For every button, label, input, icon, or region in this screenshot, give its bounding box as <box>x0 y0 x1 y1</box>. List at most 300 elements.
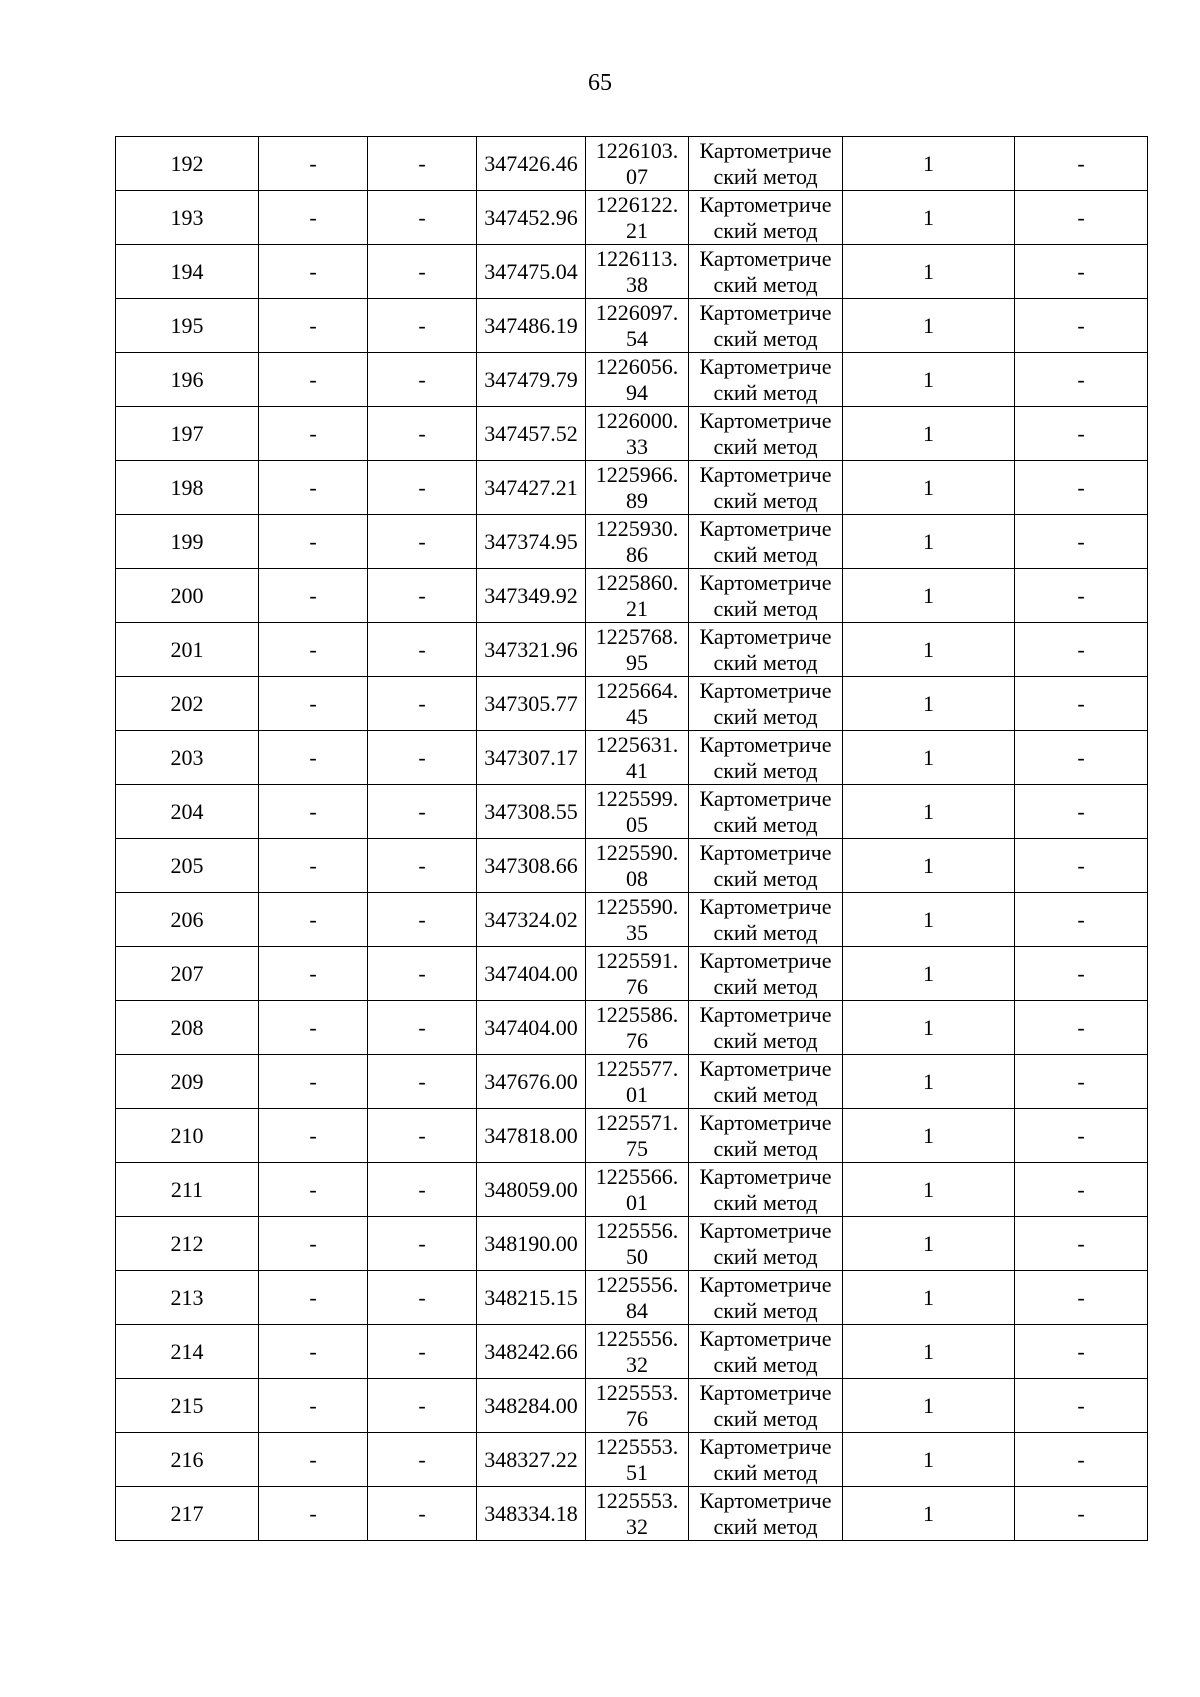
y-coordinate-cell-line-2: 01 <box>626 1189 648 1215</box>
point-number-cell: 207 <box>116 947 259 1001</box>
x-coordinate-cell: 347349.92 <box>477 569 586 623</box>
empty-cell: - <box>1015 893 1148 947</box>
y-coordinate-cell-line-2: 76 <box>626 1027 648 1053</box>
empty-cell: - <box>368 1109 477 1163</box>
y-coordinate-cell-line-1: 1225966. <box>595 461 679 487</box>
y-coordinate-cell <box>586 839 689 893</box>
y-coordinate-cell-line-1: 1225556. <box>595 1217 679 1243</box>
method-cell-line-2: ский метод <box>713 1135 818 1161</box>
method-cell-line-1: Картометриче <box>699 515 832 541</box>
accuracy-cell: 1 <box>843 569 1015 623</box>
table-row <box>116 1433 1148 1487</box>
empty-cell: - <box>368 947 477 1001</box>
x-coordinate-cell: 347486.19 <box>477 299 586 353</box>
x-coordinate-cell: 347374.95 <box>477 515 586 569</box>
point-number-cell: 192 <box>116 137 259 191</box>
empty-cell: - <box>1015 1109 1148 1163</box>
method-cell <box>689 1055 843 1109</box>
y-coordinate-cell <box>586 407 689 461</box>
y-coordinate-cell-line-2: 51 <box>626 1459 648 1485</box>
method-cell <box>689 1325 843 1379</box>
empty-cell: - <box>368 1325 477 1379</box>
empty-cell: - <box>368 137 477 191</box>
empty-cell: - <box>259 1379 368 1433</box>
method-cell <box>689 947 843 1001</box>
table-row <box>116 1379 1148 1433</box>
method-cell <box>689 1001 843 1055</box>
empty-cell: - <box>259 677 368 731</box>
method-cell-line-2: ский метод <box>713 1405 818 1431</box>
method-cell <box>689 1163 843 1217</box>
y-coordinate-cell <box>586 1217 689 1271</box>
table-row <box>116 1325 1148 1379</box>
empty-cell: - <box>368 515 477 569</box>
point-number-cell: 200 <box>116 569 259 623</box>
accuracy-cell: 1 <box>843 677 1015 731</box>
point-number-cell: 212 <box>116 1217 259 1271</box>
method-cell-line-1: Картометриче <box>699 353 832 379</box>
empty-cell: - <box>1015 407 1148 461</box>
empty-cell: - <box>1015 299 1148 353</box>
y-coordinate-cell-line-1: 1226000. <box>595 407 679 433</box>
accuracy-cell: 1 <box>843 353 1015 407</box>
accuracy-cell: 1 <box>843 515 1015 569</box>
y-coordinate-cell-line-2: 89 <box>626 487 648 513</box>
method-cell-line-2: ский метод <box>713 379 818 405</box>
x-coordinate-cell: 347457.52 <box>477 407 586 461</box>
empty-cell: - <box>1015 461 1148 515</box>
method-cell-line-2: ский метод <box>713 1297 818 1323</box>
method-cell <box>689 461 843 515</box>
table-row <box>116 947 1148 1001</box>
empty-cell: - <box>1015 1433 1148 1487</box>
method-cell-line-1: Картометриче <box>699 1055 832 1081</box>
y-coordinate-cell-line-1: 1225566. <box>595 1163 679 1189</box>
y-coordinate-cell-line-1: 1225590. <box>595 839 679 865</box>
accuracy-cell: 1 <box>843 299 1015 353</box>
point-number-cell: 193 <box>116 191 259 245</box>
method-cell-line-2: ский метод <box>713 973 818 999</box>
method-cell-line-2: ский метод <box>713 865 818 891</box>
y-coordinate-cell-line-2: 21 <box>626 595 648 621</box>
table-row <box>116 839 1148 893</box>
point-number-cell: 215 <box>116 1379 259 1433</box>
empty-cell: - <box>1015 785 1148 839</box>
accuracy-cell: 1 <box>843 461 1015 515</box>
empty-cell: - <box>259 1163 368 1217</box>
point-number-cell: 208 <box>116 1001 259 1055</box>
accuracy-cell: 1 <box>843 1433 1015 1487</box>
method-cell-line-2: ский метод <box>713 1459 818 1485</box>
accuracy-cell: 1 <box>843 1325 1015 1379</box>
table-row <box>116 1271 1148 1325</box>
empty-cell: - <box>1015 1325 1148 1379</box>
method-cell <box>689 353 843 407</box>
table-row <box>116 353 1148 407</box>
table-row <box>116 677 1148 731</box>
y-coordinate-cell-line-1: 1225553. <box>595 1433 679 1459</box>
point-number-cell: 216 <box>116 1433 259 1487</box>
y-coordinate-cell-line-1: 1225664. <box>595 677 679 703</box>
point-number-cell: 206 <box>116 893 259 947</box>
method-cell-line-2: ский метод <box>713 703 818 729</box>
method-cell-line-1: Картометриче <box>699 1433 832 1459</box>
x-coordinate-cell: 347676.00 <box>477 1055 586 1109</box>
method-cell-line-2: ский метод <box>713 1243 818 1269</box>
method-cell <box>689 1433 843 1487</box>
method-cell <box>689 785 843 839</box>
empty-cell: - <box>1015 947 1148 1001</box>
empty-cell: - <box>259 515 368 569</box>
method-cell-line-2: ский метод <box>713 1189 818 1215</box>
method-cell <box>689 407 843 461</box>
accuracy-cell: 1 <box>843 1379 1015 1433</box>
table-row <box>116 569 1148 623</box>
y-coordinate-cell <box>586 245 689 299</box>
method-cell-line-1: Картометриче <box>699 137 832 163</box>
table-row <box>116 1487 1148 1541</box>
y-coordinate-cell-line-1: 1225860. <box>595 569 679 595</box>
empty-cell: - <box>368 1271 477 1325</box>
empty-cell: - <box>1015 353 1148 407</box>
y-coordinate-cell-line-1: 1225631. <box>595 731 679 757</box>
y-coordinate-cell <box>586 1433 689 1487</box>
y-coordinate-cell-line-2: 50 <box>626 1243 648 1269</box>
point-number-cell: 199 <box>116 515 259 569</box>
empty-cell: - <box>368 893 477 947</box>
accuracy-cell: 1 <box>843 623 1015 677</box>
y-coordinate-cell-line-1: 1225556. <box>595 1271 679 1297</box>
method-cell <box>689 299 843 353</box>
method-cell <box>689 515 843 569</box>
x-coordinate-cell: 347308.55 <box>477 785 586 839</box>
method-cell-line-2: ский метод <box>713 1027 818 1053</box>
table-row <box>116 137 1148 191</box>
y-coordinate-cell <box>586 461 689 515</box>
empty-cell: - <box>1015 1271 1148 1325</box>
table-row <box>116 623 1148 677</box>
y-coordinate-cell <box>586 677 689 731</box>
x-coordinate-cell: 347426.46 <box>477 137 586 191</box>
method-cell <box>689 893 843 947</box>
method-cell-line-2: ский метод <box>713 541 818 567</box>
y-coordinate-cell <box>586 893 689 947</box>
table-row <box>116 461 1148 515</box>
method-cell-line-1: Картометриче <box>699 1217 832 1243</box>
point-number-cell: 201 <box>116 623 259 677</box>
x-coordinate-cell: 347818.00 <box>477 1109 586 1163</box>
empty-cell: - <box>259 1109 368 1163</box>
method-cell-line-2: ский метод <box>713 1513 818 1539</box>
point-number-cell: 213 <box>116 1271 259 1325</box>
empty-cell: - <box>1015 245 1148 299</box>
point-number-cell: 204 <box>116 785 259 839</box>
x-coordinate-cell: 347324.02 <box>477 893 586 947</box>
method-cell-line-2: ский метод <box>713 487 818 513</box>
table-row <box>116 1001 1148 1055</box>
accuracy-cell: 1 <box>843 1163 1015 1217</box>
accuracy-cell: 1 <box>843 1271 1015 1325</box>
method-cell-line-2: ский метод <box>713 217 818 243</box>
empty-cell: - <box>259 407 368 461</box>
empty-cell: - <box>1015 1001 1148 1055</box>
table-row <box>116 1109 1148 1163</box>
method-cell-line-1: Картометриче <box>699 569 832 595</box>
y-coordinate-cell-line-1: 1225586. <box>595 1001 679 1027</box>
point-number-cell: 195 <box>116 299 259 353</box>
method-cell <box>689 245 843 299</box>
accuracy-cell: 1 <box>843 785 1015 839</box>
y-coordinate-cell-line-1: 1225930. <box>595 515 679 541</box>
empty-cell: - <box>1015 137 1148 191</box>
x-coordinate-cell: 347404.00 <box>477 947 586 1001</box>
y-coordinate-cell-line-1: 1225553. <box>595 1379 679 1405</box>
coordinates-table <box>115 136 1148 1541</box>
x-coordinate-cell: 348242.66 <box>477 1325 586 1379</box>
empty-cell: - <box>259 461 368 515</box>
point-number-cell: 197 <box>116 407 259 461</box>
y-coordinate-cell <box>586 1487 689 1541</box>
y-coordinate-cell-line-2: 21 <box>626 217 648 243</box>
x-coordinate-cell: 347321.96 <box>477 623 586 677</box>
table-row <box>116 1055 1148 1109</box>
empty-cell: - <box>259 1433 368 1487</box>
accuracy-cell: 1 <box>843 407 1015 461</box>
y-coordinate-cell <box>586 1055 689 1109</box>
y-coordinate-cell-line-2: 01 <box>626 1081 648 1107</box>
table-row <box>116 407 1148 461</box>
y-coordinate-cell <box>586 623 689 677</box>
empty-cell: - <box>368 191 477 245</box>
point-number-cell: 211 <box>116 1163 259 1217</box>
y-coordinate-cell <box>586 1109 689 1163</box>
y-coordinate-cell <box>586 1001 689 1055</box>
point-number-cell: 205 <box>116 839 259 893</box>
method-cell <box>689 839 843 893</box>
table-row <box>116 515 1148 569</box>
point-number-cell: 194 <box>116 245 259 299</box>
y-coordinate-cell-line-2: 86 <box>626 541 648 567</box>
x-coordinate-cell: 348215.15 <box>477 1271 586 1325</box>
empty-cell: - <box>259 353 368 407</box>
accuracy-cell: 1 <box>843 1487 1015 1541</box>
empty-cell: - <box>368 407 477 461</box>
method-cell <box>689 677 843 731</box>
empty-cell: - <box>368 623 477 677</box>
page-number: 65 <box>588 70 612 96</box>
y-coordinate-cell <box>586 569 689 623</box>
accuracy-cell: 1 <box>843 1109 1015 1163</box>
y-coordinate-cell-line-2: 54 <box>626 325 648 351</box>
point-number-cell: 196 <box>116 353 259 407</box>
method-cell-line-1: Картометриче <box>699 407 832 433</box>
table-row <box>116 785 1148 839</box>
table-row <box>116 731 1148 785</box>
empty-cell: - <box>1015 1163 1148 1217</box>
x-coordinate-cell: 347475.04 <box>477 245 586 299</box>
empty-cell: - <box>1015 623 1148 677</box>
y-coordinate-cell <box>586 785 689 839</box>
method-cell <box>689 1379 843 1433</box>
y-coordinate-cell <box>586 191 689 245</box>
method-cell-line-2: ский метод <box>713 919 818 945</box>
y-coordinate-cell-line-1: 1226113. <box>596 245 678 271</box>
accuracy-cell: 1 <box>843 731 1015 785</box>
empty-cell: - <box>368 1487 477 1541</box>
point-number-cell: 198 <box>116 461 259 515</box>
y-coordinate-cell-line-1: 1226056. <box>595 353 679 379</box>
y-coordinate-cell-line-2: 38 <box>626 271 648 297</box>
table-row <box>116 1163 1148 1217</box>
accuracy-cell: 1 <box>843 1217 1015 1271</box>
y-coordinate-cell <box>586 1325 689 1379</box>
empty-cell: - <box>1015 515 1148 569</box>
y-coordinate-cell <box>586 353 689 407</box>
y-coordinate-cell <box>586 1379 689 1433</box>
empty-cell: - <box>368 461 477 515</box>
empty-cell: - <box>1015 839 1148 893</box>
method-cell-line-2: ский метод <box>713 1351 818 1377</box>
table-row <box>116 1217 1148 1271</box>
method-cell-line-1: Картометриче <box>699 1163 832 1189</box>
empty-cell: - <box>259 839 368 893</box>
x-coordinate-cell: 347307.17 <box>477 731 586 785</box>
x-coordinate-cell: 347308.66 <box>477 839 586 893</box>
empty-cell: - <box>368 1379 477 1433</box>
empty-cell: - <box>368 1433 477 1487</box>
y-coordinate-cell <box>586 1163 689 1217</box>
empty-cell: - <box>259 137 368 191</box>
accuracy-cell: 1 <box>843 1055 1015 1109</box>
y-coordinate-cell <box>586 947 689 1001</box>
method-cell-line-2: ский метод <box>713 163 818 189</box>
empty-cell: - <box>259 623 368 677</box>
empty-cell: - <box>1015 731 1148 785</box>
y-coordinate-cell-line-1: 1225591. <box>595 947 679 973</box>
empty-cell: - <box>368 245 477 299</box>
y-coordinate-cell <box>586 299 689 353</box>
method-cell-line-2: ский метод <box>713 1081 818 1107</box>
empty-cell: - <box>368 569 477 623</box>
empty-cell: - <box>259 569 368 623</box>
empty-cell: - <box>1015 1055 1148 1109</box>
empty-cell: - <box>259 1055 368 1109</box>
empty-cell: - <box>259 245 368 299</box>
y-coordinate-cell-line-2: 07 <box>626 163 648 189</box>
y-coordinate-cell-line-2: 76 <box>626 1405 648 1431</box>
x-coordinate-cell: 348334.18 <box>477 1487 586 1541</box>
empty-cell: - <box>259 893 368 947</box>
x-coordinate-cell: 347404.00 <box>477 1001 586 1055</box>
empty-cell: - <box>368 785 477 839</box>
empty-cell: - <box>368 1163 477 1217</box>
empty-cell: - <box>1015 569 1148 623</box>
y-coordinate-cell-line-2: 05 <box>626 811 648 837</box>
y-coordinate-cell-line-2: 41 <box>626 757 648 783</box>
point-number-cell: 214 <box>116 1325 259 1379</box>
x-coordinate-cell: 347479.79 <box>477 353 586 407</box>
x-coordinate-cell: 348059.00 <box>477 1163 586 1217</box>
empty-cell: - <box>259 947 368 1001</box>
method-cell-line-2: ский метод <box>713 433 818 459</box>
method-cell <box>689 137 843 191</box>
point-number-cell: 217 <box>116 1487 259 1541</box>
table-row <box>116 299 1148 353</box>
y-coordinate-cell-line-1: 1225571. <box>595 1109 679 1135</box>
method-cell-line-1: Картометриче <box>699 245 832 271</box>
method-cell-line-1: Картометриче <box>699 1325 832 1351</box>
accuracy-cell: 1 <box>843 839 1015 893</box>
table-body <box>116 137 1148 1541</box>
y-coordinate-cell <box>586 1271 689 1325</box>
empty-cell: - <box>1015 191 1148 245</box>
method-cell-line-1: Картометриче <box>699 1271 832 1297</box>
method-cell-line-1: Картометриче <box>699 839 832 865</box>
y-coordinate-cell <box>586 731 689 785</box>
y-coordinate-cell-line-2: 33 <box>626 433 648 459</box>
accuracy-cell: 1 <box>843 245 1015 299</box>
method-cell-line-1: Картометриче <box>699 1001 832 1027</box>
empty-cell: - <box>368 1055 477 1109</box>
table-row <box>116 191 1148 245</box>
empty-cell: - <box>368 1001 477 1055</box>
empty-cell: - <box>368 299 477 353</box>
table-row <box>116 245 1148 299</box>
method-cell-line-1: Картометриче <box>699 191 832 217</box>
y-coordinate-cell-line-2: 95 <box>626 649 648 675</box>
accuracy-cell: 1 <box>843 893 1015 947</box>
method-cell-line-2: ский метод <box>713 271 818 297</box>
method-cell-line-1: Картометриче <box>699 677 832 703</box>
x-coordinate-cell: 347305.77 <box>477 677 586 731</box>
method-cell-line-2: ский метод <box>713 811 818 837</box>
method-cell-line-1: Картометриче <box>699 731 832 757</box>
empty-cell: - <box>259 1325 368 1379</box>
empty-cell: - <box>368 353 477 407</box>
y-coordinate-cell-line-2: 08 <box>626 865 648 891</box>
method-cell-line-1: Картометриче <box>699 947 832 973</box>
method-cell <box>689 731 843 785</box>
method-cell-line-1: Картометриче <box>699 1379 832 1405</box>
y-coordinate-cell-line-1: 1225577. <box>595 1055 679 1081</box>
empty-cell: - <box>368 1217 477 1271</box>
empty-cell: - <box>1015 1379 1148 1433</box>
empty-cell: - <box>259 299 368 353</box>
empty-cell: - <box>368 839 477 893</box>
method-cell-line-1: Картометриче <box>699 623 832 649</box>
empty-cell: - <box>259 1001 368 1055</box>
accuracy-cell: 1 <box>843 137 1015 191</box>
empty-cell: - <box>368 677 477 731</box>
empty-cell: - <box>259 785 368 839</box>
accuracy-cell: 1 <box>843 191 1015 245</box>
x-coordinate-cell: 348284.00 <box>477 1379 586 1433</box>
point-number-cell: 210 <box>116 1109 259 1163</box>
y-coordinate-cell-line-2: 75 <box>626 1135 648 1161</box>
method-cell <box>689 1109 843 1163</box>
method-cell-line-1: Картометриче <box>699 1487 832 1513</box>
method-cell-line-2: ский метод <box>713 757 818 783</box>
point-number-cell: 202 <box>116 677 259 731</box>
method-cell-line-2: ский метод <box>713 649 818 675</box>
empty-cell: - <box>1015 677 1148 731</box>
y-coordinate-cell-line-1: 1226122. <box>595 191 679 217</box>
y-coordinate-cell-line-2: 35 <box>626 919 648 945</box>
accuracy-cell: 1 <box>843 947 1015 1001</box>
empty-cell: - <box>1015 1487 1148 1541</box>
method-cell <box>689 1271 843 1325</box>
method-cell-line-1: Картометриче <box>699 1109 832 1135</box>
